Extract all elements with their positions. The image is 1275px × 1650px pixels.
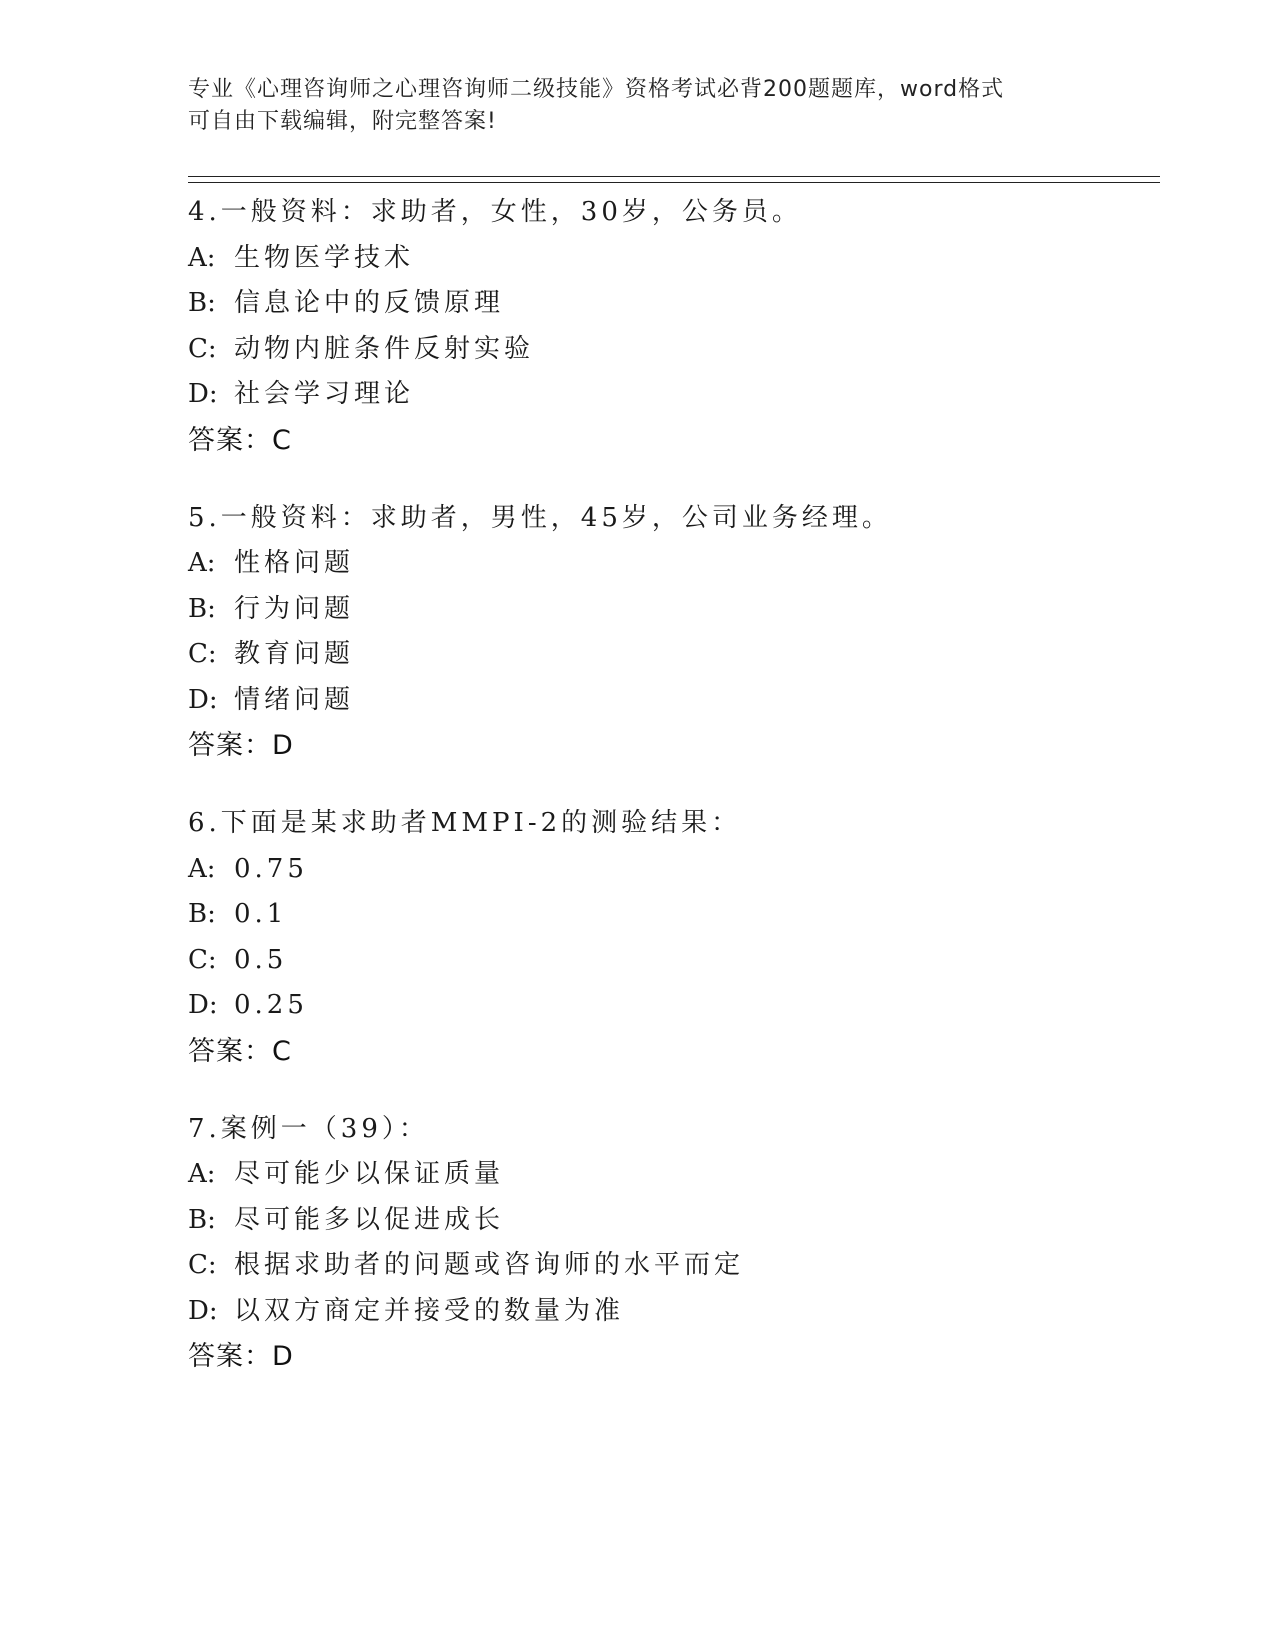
question-list (188, 190, 1168, 1412)
document-header (188, 74, 1088, 138)
option-text: 尽可能少以保证质量 (234, 1159, 505, 1189)
option-text: 尽可能多以促进成长 (234, 1204, 505, 1235)
option-letter: A: (188, 853, 216, 884)
header-line-1: 专业《心理咨询师之心理咨询师二级技能》资格考试必背200题题库，word格式 (188, 77, 1005, 102)
header-rule-bottom (188, 182, 1160, 183)
option-text: 0.5 (234, 944, 288, 975)
option-letter: D: (188, 684, 218, 715)
option-letter: A: (188, 242, 216, 273)
option-b (188, 892, 1168, 938)
option-letter: B: (188, 288, 216, 318)
option-c (188, 327, 1168, 373)
option-d (188, 983, 1168, 1029)
option-text: 性格问题 (234, 548, 355, 578)
option-text: 0.25 (234, 990, 308, 1020)
question-stem: 4.一般资料：求助者，女性，30岁，公务员。 (188, 197, 802, 227)
option-text: 教育问题 (234, 639, 355, 669)
option-a (188, 541, 1168, 587)
header-line-2: 可自由下载编辑，附完整答案! (188, 109, 497, 134)
option-letter: D: (188, 379, 218, 409)
option-letter: C: (188, 1250, 217, 1280)
header-rule-top (188, 176, 1160, 177)
answer-line: 答案：D (188, 730, 294, 761)
answer-line: 答案：C (188, 424, 292, 456)
option-d (188, 372, 1168, 418)
option-letter: A: (188, 1159, 216, 1189)
question-5 (188, 496, 1168, 770)
option-letter: B: (188, 593, 216, 624)
answer-line: 答案：D (188, 1341, 294, 1372)
option-a (188, 236, 1168, 282)
option-b (188, 281, 1168, 327)
option-letter: B: (188, 1204, 216, 1235)
option-text: 生物医学技术 (234, 242, 415, 273)
question-stem: 7.案例一（39）： (188, 1113, 429, 1144)
option-c (188, 632, 1168, 678)
option-letter: C: (188, 639, 217, 669)
option-text: 0.75 (234, 853, 308, 884)
question-4 (188, 190, 1168, 464)
option-text: 情绪问题 (234, 684, 355, 715)
option-c (188, 1243, 1168, 1289)
question-7 (188, 1107, 1168, 1381)
option-text: 社会学习理论 (234, 379, 415, 409)
question-stem: 6.下面是某求助者MMPI-2的测验结果： (188, 808, 742, 838)
option-d (188, 678, 1168, 724)
option-text: 0.1 (234, 899, 288, 929)
option-letter: A: (188, 548, 216, 578)
option-b (188, 1198, 1168, 1244)
option-text: 行为问题 (234, 593, 355, 624)
option-letter: D: (188, 1295, 218, 1326)
option-text: 动物内脏条件反射实验 (234, 333, 535, 364)
option-letter: B: (188, 899, 216, 929)
answer-line: 答案：C (188, 1035, 292, 1067)
question-stem: 5.一般资料：求助者，男性，45岁，公司业务经理。 (188, 502, 892, 533)
option-letter: C: (188, 333, 217, 364)
option-letter: C: (188, 944, 217, 975)
option-text: 以双方商定并接受的数量为准 (234, 1295, 625, 1326)
option-c (188, 938, 1168, 984)
option-a (188, 847, 1168, 893)
option-a (188, 1152, 1168, 1198)
option-d (188, 1289, 1168, 1335)
option-text: 根据求助者的问题或咨询师的水平而定 (234, 1250, 745, 1280)
option-b (188, 587, 1168, 633)
option-text: 信息论中的反馈原理 (234, 288, 505, 318)
option-letter: D: (188, 990, 218, 1020)
question-6 (188, 801, 1168, 1075)
